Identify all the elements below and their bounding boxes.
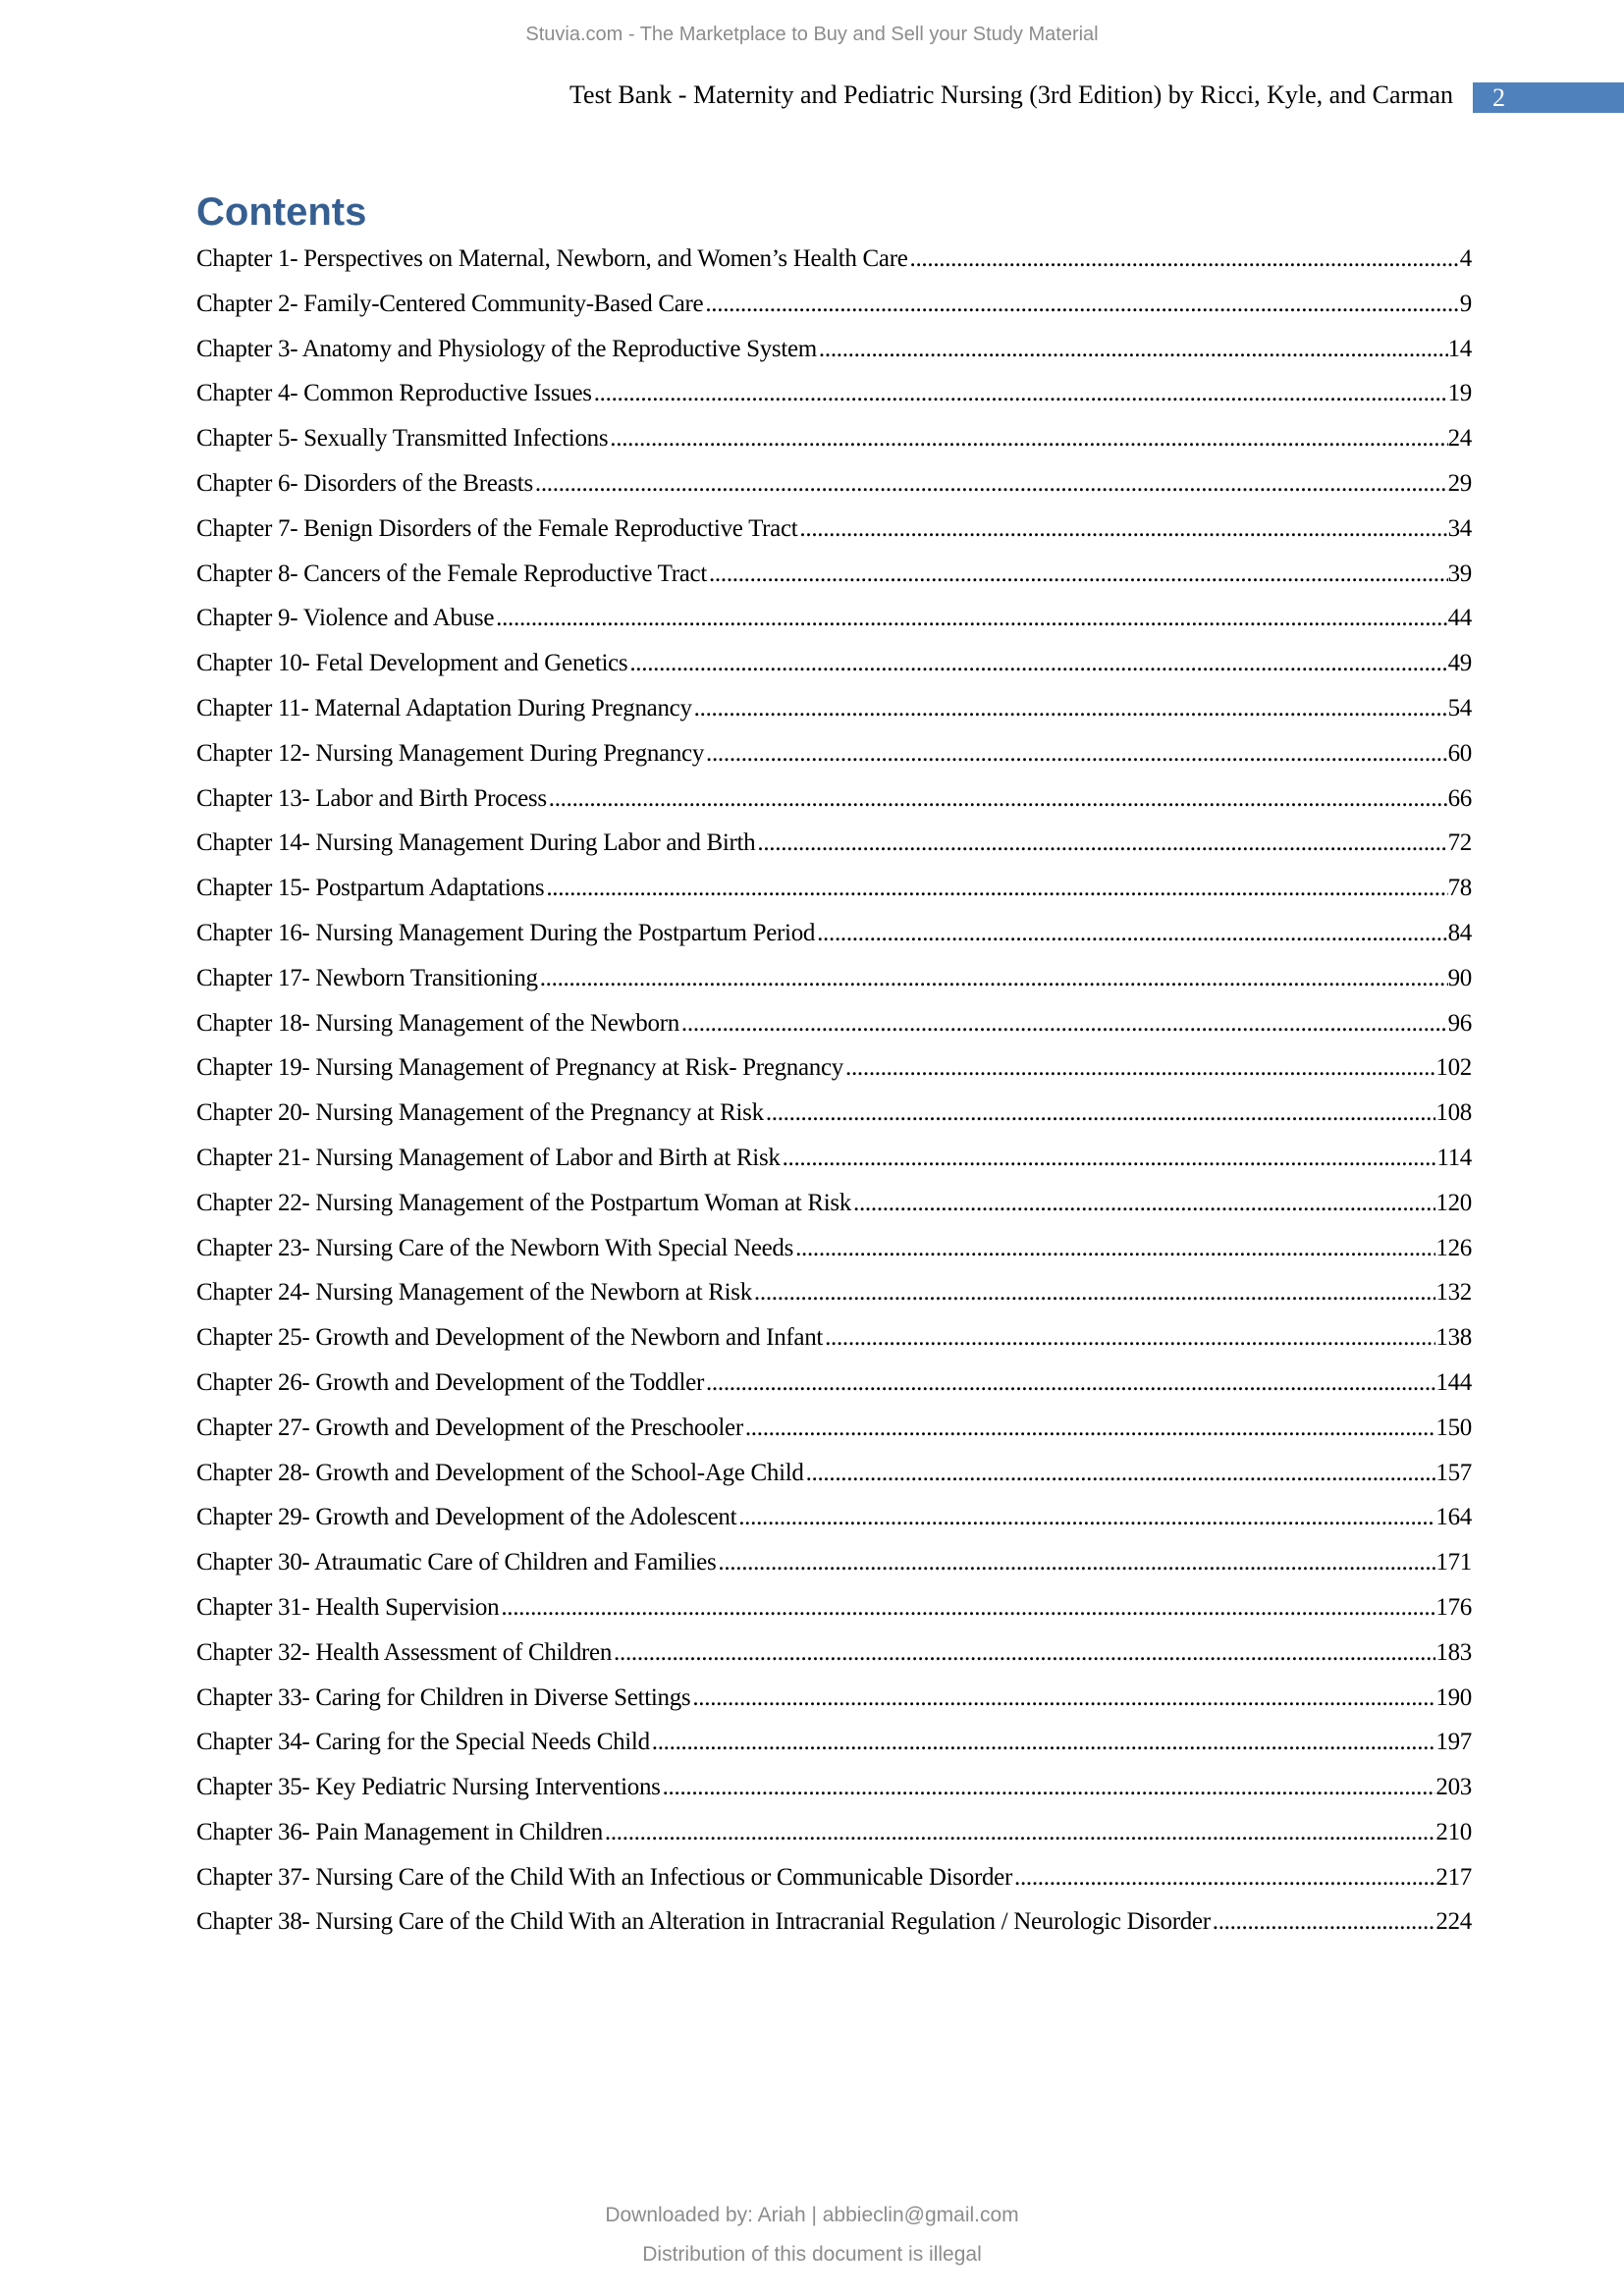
toc-entry-page: 14 <box>1447 335 1472 362</box>
toc-entry-page: 108 <box>1435 1099 1472 1127</box>
toc-entry-label: Chapter 6- Disorders of the Breasts <box>196 469 533 497</box>
toc-entry-page: 39 <box>1447 560 1472 587</box>
toc-entry-page: 144 <box>1435 1368 1472 1396</box>
dot-leader <box>910 245 1460 273</box>
toc-entry-ch31[interactable] <box>196 1594 1472 1639</box>
toc-entry-page: 224 <box>1435 1908 1472 1936</box>
toc-entry-label: Chapter 5- Sexually Transmitted Infections <box>196 425 609 453</box>
toc-entry-ch32[interactable] <box>196 1639 1472 1684</box>
dot-leader <box>754 1279 1435 1307</box>
dot-leader <box>799 515 1447 543</box>
toc-entry-label: Chapter 22- Nursing Management of the Postpartum Woman at Risk <box>196 1189 852 1216</box>
toc-entry-page: 164 <box>1435 1504 1472 1531</box>
toc-entry-label: Chapter 12- Nursing Management During Pregnancy <box>196 739 705 767</box>
toc-entry-ch6[interactable] <box>196 470 1472 515</box>
toc-entry-label: Chapter 2- Family-Centered Community-Based Care <box>196 290 704 317</box>
toc-entry-page: 126 <box>1435 1234 1472 1261</box>
dot-leader <box>738 1504 1435 1531</box>
toc-entry-ch19[interactable] <box>196 1054 1472 1099</box>
dot-leader <box>766 1099 1436 1127</box>
toc-entry-label: Chapter 25- Growth and Development of the Newborn and Infant <box>196 1324 824 1352</box>
running-header <box>0 82 1624 114</box>
toc-entry-label: Chapter 33- Caring for Children in Diverse Settings <box>196 1683 691 1711</box>
toc-entry-ch18[interactable] <box>196 1010 1472 1055</box>
dot-leader <box>706 740 1448 768</box>
toc-entry-ch29[interactable] <box>196 1504 1472 1549</box>
toc-entry-label: Chapter 17- Newborn Transitioning <box>196 964 538 991</box>
dot-leader <box>745 1415 1436 1442</box>
dot-leader <box>845 1054 1435 1082</box>
toc-entry-label: Chapter 1- Perspectives on Maternal, Newborn, and Women’s Health Care <box>196 245 908 272</box>
toc-entry-label: Chapter 26- Growth and Development of the Toddler <box>196 1368 704 1396</box>
toc-entry-ch30[interactable] <box>196 1549 1472 1594</box>
toc-entry-page: 217 <box>1435 1863 1472 1891</box>
toc-entry-page: 84 <box>1447 919 1472 946</box>
toc-entry-label: Chapter 15- Postpartum Adaptations <box>196 875 545 902</box>
toc-entry-page: 176 <box>1435 1593 1472 1621</box>
toc-entry-page: 60 <box>1447 739 1472 767</box>
dot-leader <box>496 605 1447 632</box>
toc-entry-page: 96 <box>1447 1009 1472 1037</box>
toc-entry-page: 138 <box>1435 1324 1472 1352</box>
stuvia-watermark: Stuvia.com - The Marketplace to Buy and Sell your Study Material <box>525 24 1099 45</box>
dot-leader <box>546 875 1447 902</box>
dot-leader <box>819 336 1448 363</box>
toc-entry-label: Chapter 34- Caring for the Special Needs Child <box>196 1729 650 1756</box>
toc-entry-label: Chapter 21- Nursing Management of Labor and Birth at Risk <box>196 1144 781 1171</box>
toc-entry-page: 24 <box>1447 425 1472 453</box>
toc-entry-ch3[interactable] <box>196 336 1472 381</box>
dot-leader <box>594 380 1448 407</box>
toc-entry-page: 157 <box>1435 1459 1472 1486</box>
dot-leader <box>705 291 1459 318</box>
toc-entry-ch27[interactable] <box>196 1415 1472 1460</box>
dot-leader <box>501 1594 1435 1622</box>
toc-entry-page: 203 <box>1435 1774 1472 1801</box>
toc-entry-ch7[interactable] <box>196 515 1472 561</box>
toc-entry-label: Chapter 3- Anatomy and Physiology of the Reproductive System <box>196 335 817 362</box>
toc-entry-ch20[interactable] <box>196 1099 1472 1145</box>
toc-entry-page: 29 <box>1447 469 1472 497</box>
toc-entry-label: Chapter 24- Nursing Management of the Newborn at Risk <box>196 1279 752 1307</box>
toc-entry-label: Chapter 18- Nursing Management of the Newborn <box>196 1009 679 1037</box>
toc-entry-page: 171 <box>1435 1549 1472 1576</box>
toc-entry-ch16[interactable] <box>196 920 1472 965</box>
toc-entry-label: Chapter 11- Maternal Adaptation During Pregnancy <box>196 694 692 721</box>
toc-entry-ch13[interactable] <box>196 785 1472 830</box>
toc-entry-ch11[interactable] <box>196 695 1472 740</box>
toc-entry-ch34[interactable] <box>196 1729 1472 1774</box>
dot-leader <box>783 1145 1437 1172</box>
dot-leader <box>825 1324 1435 1352</box>
toc-entry-page: 66 <box>1447 784 1472 812</box>
dot-leader <box>681 1010 1448 1038</box>
toc-entry-page: 78 <box>1447 875 1472 902</box>
dot-leader <box>718 1549 1435 1576</box>
downloaded-by-footer: Downloaded by: Ariah | abbieclin@gmail.com <box>605 2204 1019 2226</box>
page-number-badge: 2 <box>1473 82 1624 113</box>
dot-leader <box>614 1639 1435 1667</box>
toc-entry-ch33[interactable] <box>196 1684 1472 1730</box>
toc-entry-ch15[interactable] <box>196 875 1472 920</box>
dot-leader <box>610 425 1447 453</box>
toc-entry-page: 120 <box>1435 1189 1472 1216</box>
dot-leader <box>757 829 1447 857</box>
toc-entry-ch22[interactable] <box>196 1190 1472 1235</box>
toc-entry-label: Chapter 13- Labor and Birth Process <box>196 784 547 812</box>
dot-leader <box>706 1369 1435 1397</box>
dot-leader <box>1213 1908 1436 1936</box>
toc-entry-page: 150 <box>1435 1414 1472 1441</box>
toc-entry-ch21[interactable] <box>196 1145 1472 1190</box>
toc-entry-page: 197 <box>1435 1729 1472 1756</box>
dot-leader <box>853 1190 1435 1217</box>
toc-entry-label: Chapter 35- Key Pediatric Nursing Interventions <box>196 1774 661 1801</box>
toc-entry-label: Chapter 23- Nursing Care of the Newborn With Special Needs <box>196 1234 794 1261</box>
toc-entry-label: Chapter 9- Violence and Abuse <box>196 605 495 632</box>
toc-entry-label: Chapter 38- Nursing Care of the Child With an Alteration in Intracranial Regulation / Neurologic Disorder <box>196 1908 1211 1936</box>
toc-entry-ch28[interactable] <box>196 1460 1472 1505</box>
toc-entry-label: Chapter 14- Nursing Management During Labor and Birth <box>196 829 756 857</box>
toc-entry-ch38[interactable] <box>196 1908 1472 1953</box>
contents-heading: Contents <box>196 190 367 234</box>
dot-leader <box>629 650 1447 677</box>
toc-entry-label: Chapter 27- Growth and Development of the Preschooler <box>196 1414 743 1441</box>
dot-leader <box>663 1774 1436 1801</box>
toc-entry-ch25[interactable] <box>196 1324 1472 1369</box>
toc-entry-ch37[interactable] <box>196 1864 1472 1909</box>
toc-entry-ch2[interactable] <box>196 291 1472 336</box>
toc-entry-page: 90 <box>1447 964 1472 991</box>
dot-leader <box>549 785 1448 813</box>
toc-entry-ch24[interactable] <box>196 1279 1472 1324</box>
toc-entry-label: Chapter 37- Nursing Care of the Child With an Infectious or Communicable Disorder <box>196 1863 1012 1891</box>
distribution-notice: Distribution of this document is illegal <box>642 2243 982 2266</box>
toc-entry-label: Chapter 32- Health Assessment of Children <box>196 1638 613 1666</box>
toc-entry-page: 114 <box>1436 1144 1472 1171</box>
toc-entry-label: Chapter 20- Nursing Management of the Pregnancy at Risk <box>196 1099 764 1127</box>
toc-entry-label: Chapter 28- Growth and Development of the School-Age Child <box>196 1459 804 1486</box>
toc-entry-ch36[interactable] <box>196 1819 1472 1864</box>
dot-leader <box>817 920 1447 947</box>
toc-entry-page: 4 <box>1459 245 1472 272</box>
toc-entry-label: Chapter 10- Fetal Development and Genetics <box>196 650 628 677</box>
toc-entry-ch4[interactable] <box>196 380 1472 425</box>
toc-entry-ch8[interactable] <box>196 561 1472 606</box>
dot-leader <box>540 965 1448 992</box>
toc-entry-page: 34 <box>1447 514 1472 542</box>
toc-entry-page: 183 <box>1435 1638 1472 1666</box>
dot-leader <box>795 1235 1435 1262</box>
toc-entry-page: 102 <box>1435 1054 1472 1082</box>
toc-entry-page: 190 <box>1435 1683 1472 1711</box>
toc-entry-ch23[interactable] <box>196 1235 1472 1280</box>
dot-leader <box>694 695 1448 722</box>
table-of-contents <box>196 245 1472 1953</box>
toc-entry-ch17[interactable] <box>196 965 1472 1010</box>
toc-entry-ch12[interactable] <box>196 740 1472 785</box>
toc-entry-label: Chapter 16- Nursing Management During the Postpartum Period <box>196 919 816 946</box>
toc-entry-ch9[interactable] <box>196 605 1472 650</box>
toc-entry-page: 210 <box>1435 1818 1472 1845</box>
toc-entry-label: Chapter 31- Health Supervision <box>196 1593 500 1621</box>
dot-leader <box>535 470 1448 498</box>
toc-entry-page: 54 <box>1447 694 1472 721</box>
toc-entry-label: Chapter 30- Atraumatic Care of Children and Families <box>196 1549 717 1576</box>
toc-entry-ch1[interactable] <box>196 245 1472 291</box>
document-title: Test Bank - Maternity and Pediatric Nursing (3rd Edition) by Ricci, Kyle, and Carman <box>568 80 1453 109</box>
toc-entry-ch26[interactable] <box>196 1369 1472 1415</box>
toc-entry-label: Chapter 4- Common Reproductive Issues <box>196 380 592 407</box>
toc-entry-page: 132 <box>1435 1279 1472 1307</box>
toc-entry-page: 19 <box>1447 380 1472 407</box>
toc-entry-page: 72 <box>1447 829 1472 857</box>
toc-entry-page: 49 <box>1447 650 1472 677</box>
toc-entry-label: Chapter 8- Cancers of the Female Reproductive Tract <box>196 560 707 587</box>
toc-entry-page: 44 <box>1447 605 1472 632</box>
toc-entry-page: 9 <box>1459 290 1472 317</box>
toc-entry-ch35[interactable] <box>196 1774 1472 1819</box>
toc-entry-ch5[interactable] <box>196 425 1472 470</box>
toc-entry-label: Chapter 19- Nursing Management of Pregnancy at Risk- Pregnancy <box>196 1054 844 1082</box>
dot-leader <box>709 561 1448 588</box>
toc-entry-label: Chapter 36- Pain Management in Children <box>196 1818 603 1845</box>
toc-entry-ch10[interactable] <box>196 650 1472 695</box>
dot-leader <box>652 1729 1436 1756</box>
toc-entry-ch14[interactable] <box>196 829 1472 875</box>
dot-leader <box>605 1819 1435 1846</box>
dot-leader <box>692 1684 1435 1712</box>
dot-leader <box>806 1460 1436 1487</box>
dot-leader <box>1014 1864 1435 1892</box>
toc-entry-label: Chapter 29- Growth and Development of the Adolescent <box>196 1504 737 1531</box>
toc-entry-label: Chapter 7- Benign Disorders of the Female Reproductive Tract <box>196 514 798 542</box>
